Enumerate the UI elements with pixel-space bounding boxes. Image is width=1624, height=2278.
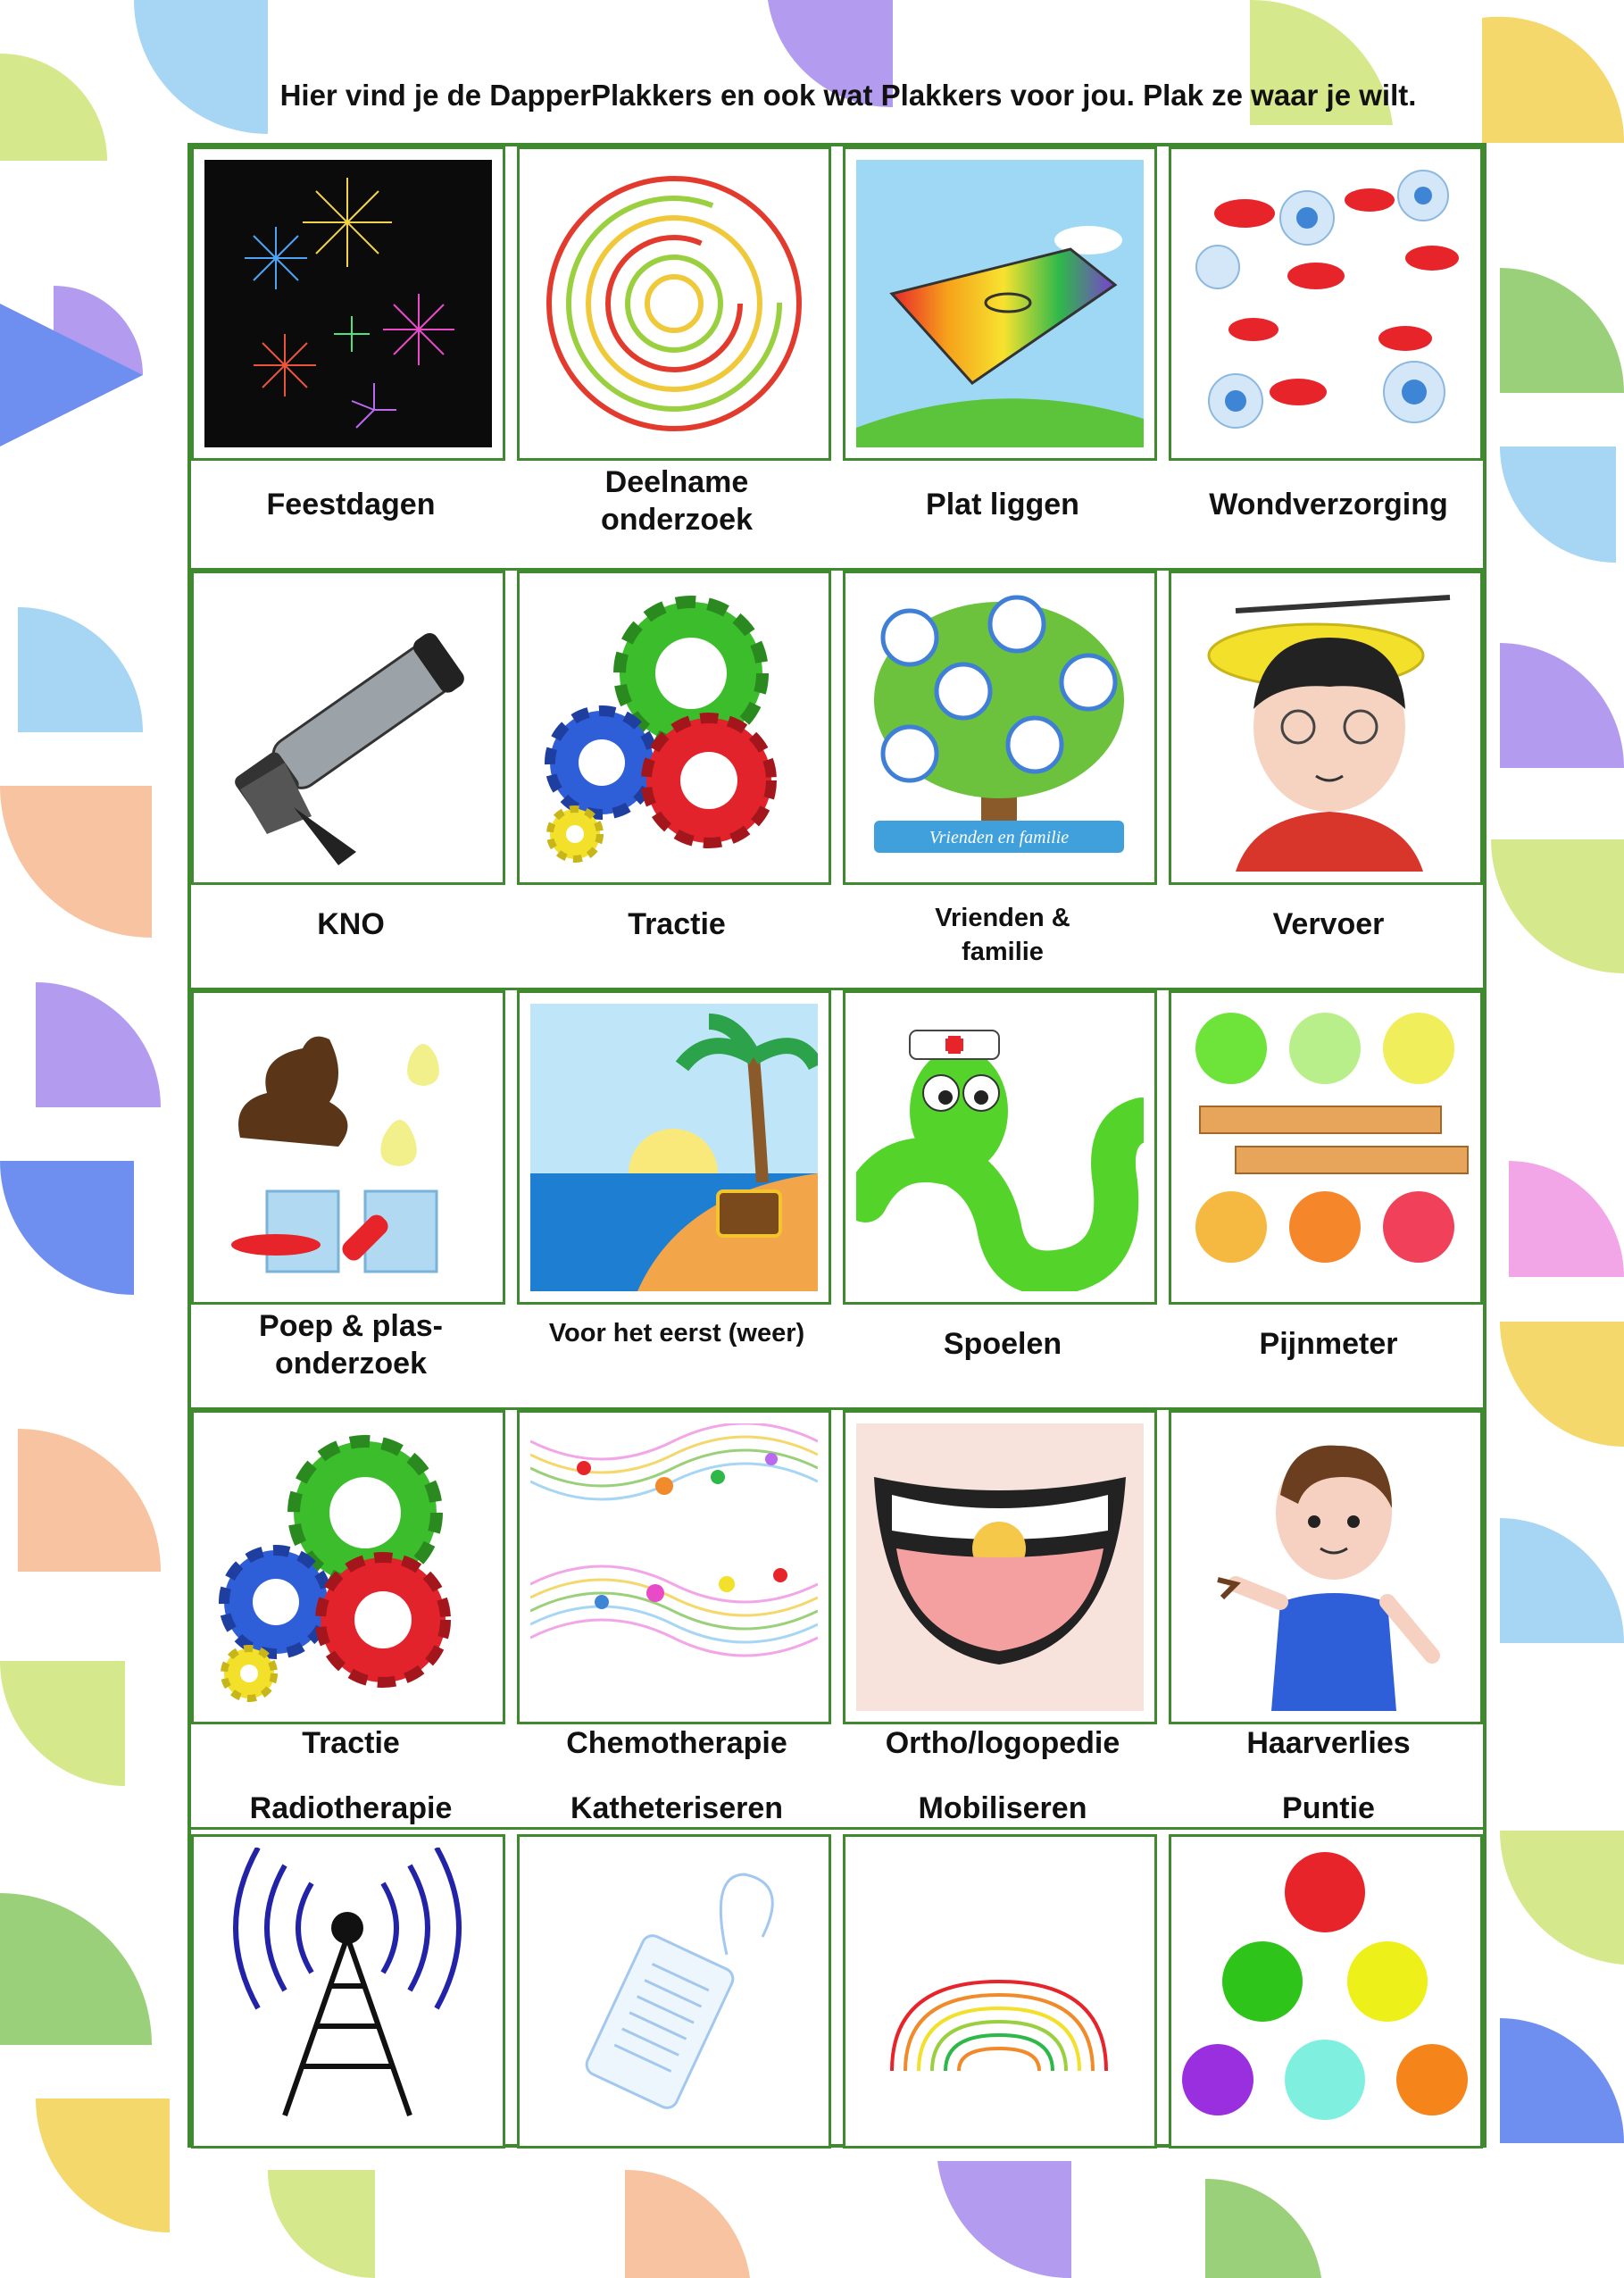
sticker-label: Radiotherapie [249, 1791, 453, 1825]
sticker-label: Mobiliseren [918, 1791, 1087, 1825]
gears-icon [517, 571, 831, 885]
gears-icon [191, 1410, 505, 1724]
sticker-row [191, 990, 1483, 1410]
hair-loss-boy-icon [1169, 1410, 1483, 1724]
flying-carpet-icon [843, 146, 1157, 461]
sticker-label: Katheteriseren [570, 1791, 784, 1825]
helicopter-boy-icon [1169, 571, 1483, 885]
sticker-label: KNO [317, 907, 385, 941]
pain-scale-icon [1169, 990, 1483, 1305]
sticker-label: Voor het eerst (weer) [548, 1319, 805, 1348]
poop-sample-icon [191, 990, 505, 1305]
sticker-label: Vervoer [1272, 907, 1385, 941]
sticker-label: Deelname onderzoek [600, 465, 754, 537]
sticker-label: Vrienden & familie [935, 904, 1070, 966]
slinky-icon [843, 1834, 1157, 2149]
colored-balls-icon [1169, 1834, 1483, 2149]
svg-text:Vrienden en familie: Vrienden en familie [929, 828, 1070, 847]
sticker-label: Puntie [1282, 1791, 1375, 1825]
sticker-row [191, 1410, 1483, 1830]
sticker-label: Pijnmeter [1259, 1327, 1398, 1361]
treasure-island-icon [517, 990, 831, 1305]
sticker-label: Poep & plas- onderzoek [259, 1309, 443, 1381]
sticker-row [191, 1791, 1483, 2144]
nurse-snake-icon [843, 990, 1157, 1305]
sticker-label: Feestdagen [266, 488, 436, 522]
spiral-icon [517, 146, 831, 461]
radio-tower-icon [191, 1834, 505, 2149]
sticker-label: Ortho/logopedie [885, 1726, 1120, 1760]
catheter-bag-icon [517, 1834, 831, 2149]
instruction-text: Hier vind je de DapperPlakkers en ook wat Plakkers voor jou. Plak ze waar je wilt. [279, 79, 1417, 112]
sticker-label: Wondverzorging [1209, 488, 1448, 522]
sticker-sheet [187, 143, 1487, 2148]
sticker-label: Plat liggen [926, 488, 1079, 522]
sticker-row [191, 146, 1483, 571]
sticker-label: Chemotherapie [566, 1726, 787, 1760]
sticker-label: Tractie [302, 1726, 400, 1760]
family-tree-icon [843, 571, 1157, 885]
sticker-label: Haarverlies [1246, 1726, 1411, 1760]
fireworks-icon [191, 146, 505, 461]
sticker-label: Spoelen [943, 1327, 1062, 1361]
smiling-mouth-icon [843, 1410, 1157, 1724]
sticker-label: Tractie [628, 907, 726, 941]
chemo-waves-icon [517, 1410, 831, 1724]
otoscope-icon [191, 571, 505, 885]
blood-cells-icon [1169, 146, 1483, 461]
sticker-row [191, 571, 1483, 990]
